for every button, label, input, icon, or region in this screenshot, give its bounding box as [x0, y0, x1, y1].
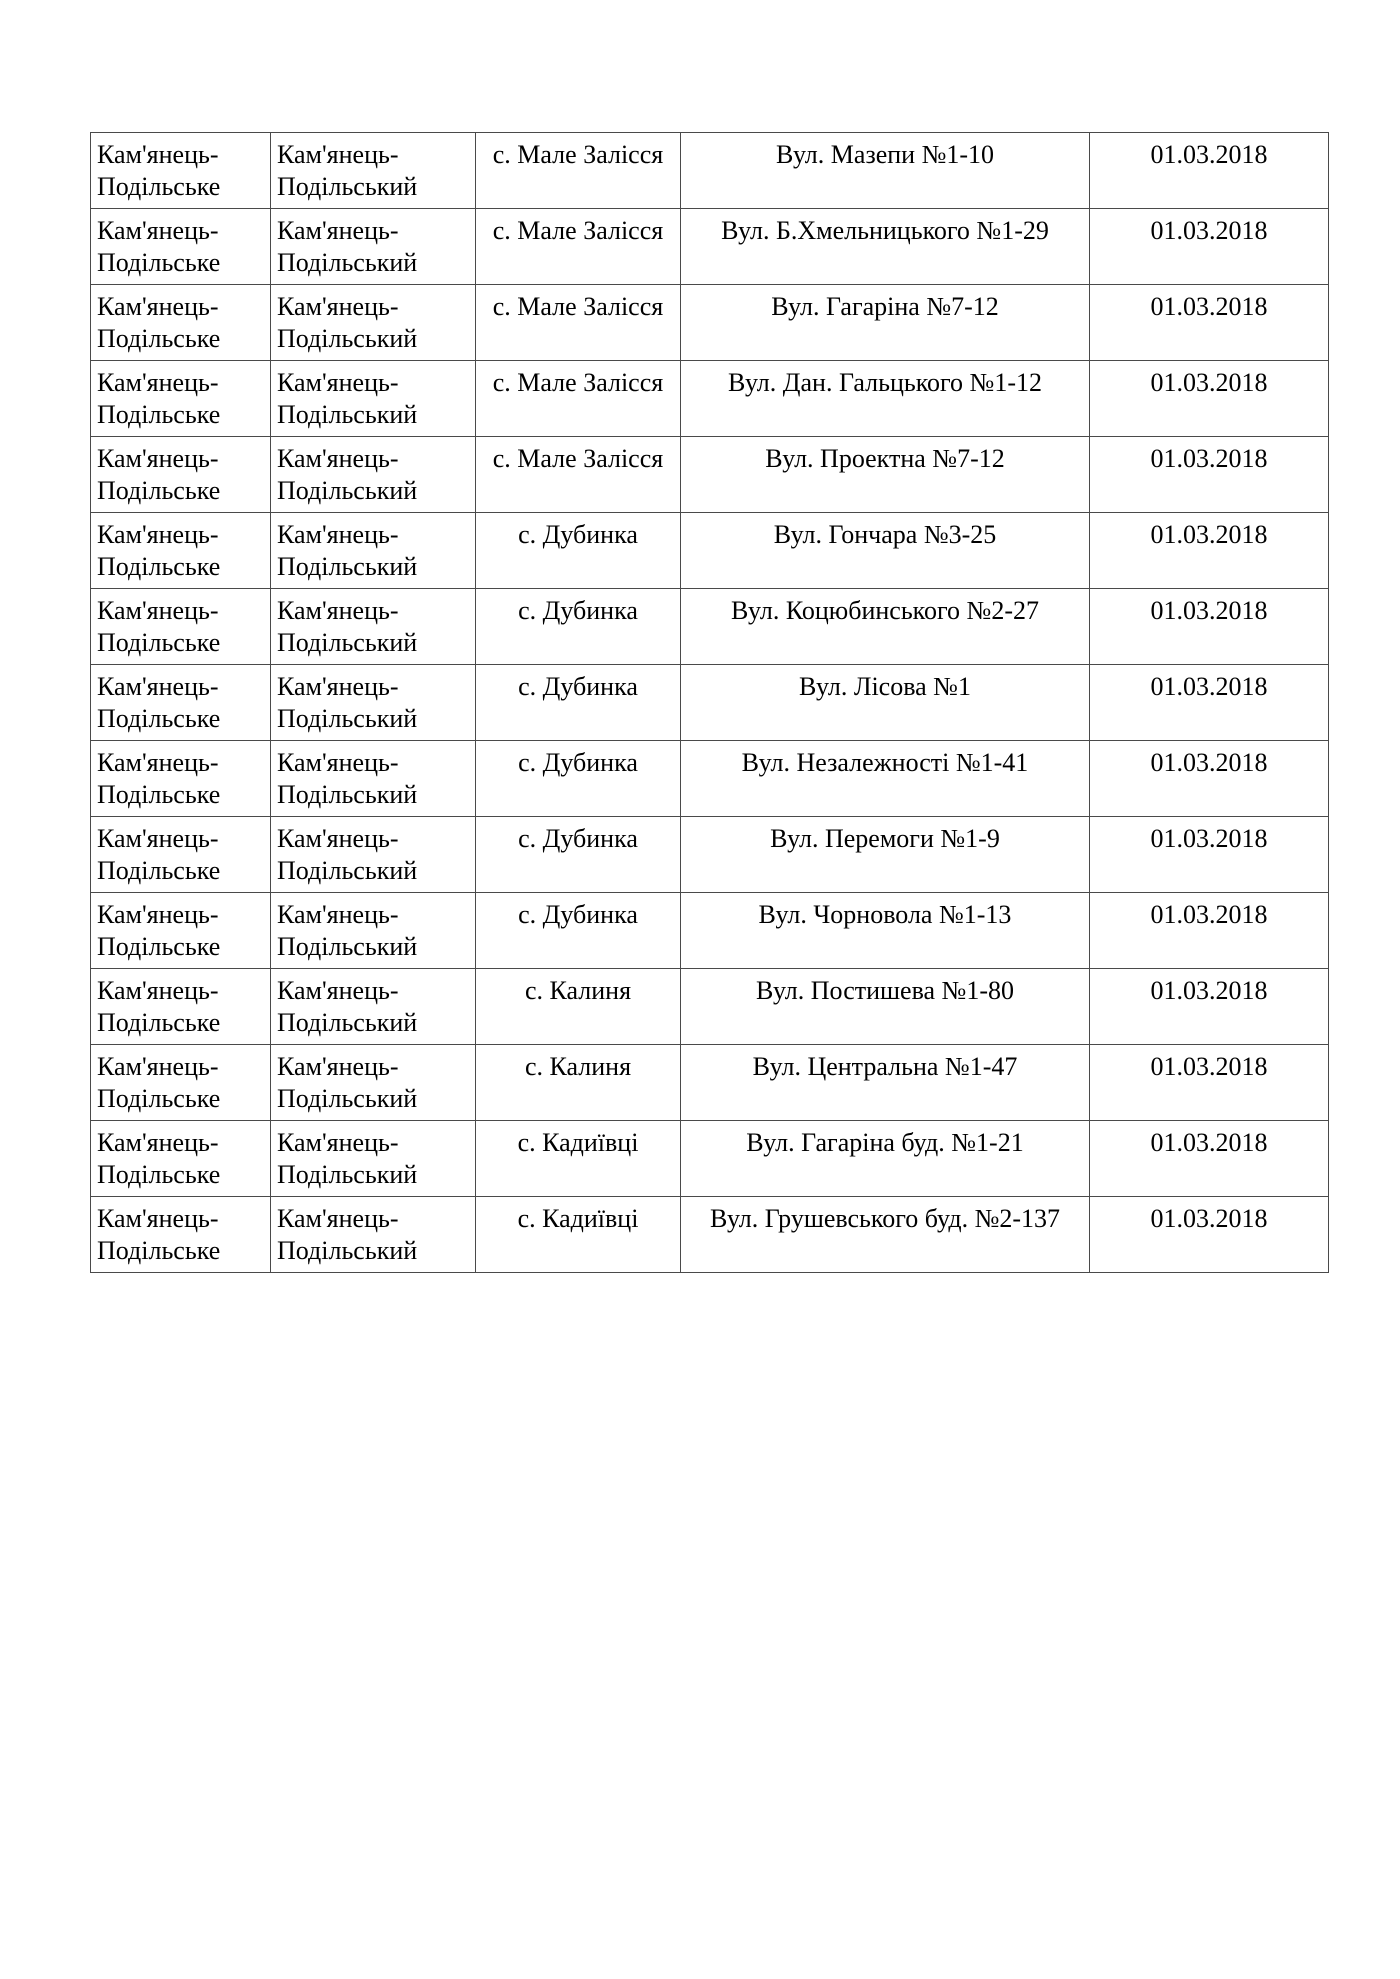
district-name-line-2: Подільський: [277, 1008, 418, 1037]
city-name-line-2: Подільське: [97, 248, 221, 277]
village-name: с. Калиня: [524, 976, 632, 1005]
village-cell: [476, 893, 681, 969]
table-row: [91, 1197, 1329, 1273]
city-cell: [91, 133, 271, 209]
street-address: Вул. Гагаріна №7-12: [771, 292, 999, 321]
district-name-line-2: Подільський: [277, 704, 418, 733]
district-name-line-2: Подільський: [277, 324, 418, 353]
city-name-line-1: Кам'янець-: [97, 1204, 219, 1233]
street-cell: [681, 1121, 1090, 1197]
village-cell: [476, 1197, 681, 1273]
street-address: Вул. Проектна №7-12: [765, 444, 1005, 473]
district-name-line-2: Подільський: [277, 628, 418, 657]
table-row: [91, 133, 1329, 209]
city-cell: [91, 437, 271, 513]
table-row: [91, 817, 1329, 893]
table-row: [91, 209, 1329, 285]
village-name: с. Калиня: [524, 1052, 632, 1081]
district-name-line-1: Кам'янець-: [277, 140, 399, 169]
city-name-line-1: Кам'янець-: [97, 748, 219, 777]
district-name-line-1: Кам'янець-: [277, 976, 399, 1005]
city-name-line-2: Подільське: [97, 172, 221, 201]
district-name-line-2: Подільський: [277, 780, 418, 809]
district-name-line-1: Кам'янець-: [277, 368, 399, 397]
district-cell: [271, 513, 476, 589]
city-cell: [91, 1121, 271, 1197]
village-name: с. Дубинка: [518, 900, 638, 929]
street-address: Вул. Грушевського буд. №2-137: [709, 1204, 1061, 1233]
district-cell: [271, 893, 476, 969]
city-cell: [91, 209, 271, 285]
date-cell: [1090, 665, 1329, 741]
table-row: [91, 893, 1329, 969]
city-name-line-1: Кам'янець-: [97, 900, 219, 929]
street-cell: [681, 741, 1090, 817]
city-cell: [91, 969, 271, 1045]
district-name-line-1: Кам'янець-: [277, 596, 399, 625]
street-address: Вул. Постишева №1-80: [755, 976, 1015, 1005]
city-cell: [91, 1045, 271, 1121]
village-cell: [476, 589, 681, 665]
date-cell: [1090, 361, 1329, 437]
city-name-line-2: Подільське: [97, 780, 221, 809]
outage-date: 01.03.2018: [1150, 444, 1268, 473]
village-cell: [476, 1045, 681, 1121]
outage-date: 01.03.2018: [1150, 140, 1268, 169]
city-name-line-2: Подільське: [97, 628, 221, 657]
city-name-line-2: Подільське: [97, 1084, 221, 1113]
city-name-line-2: Подільське: [97, 476, 221, 505]
district-name-line-2: Подільський: [277, 1160, 418, 1189]
outage-date: 01.03.2018: [1150, 1204, 1268, 1233]
district-name-line-1: Кам'янець-: [277, 216, 399, 245]
street-address: Вул. Центральна №1-47: [752, 1052, 1018, 1081]
outage-date: 01.03.2018: [1150, 520, 1268, 549]
district-name-line-2: Подільський: [277, 476, 418, 505]
district-name-line-1: Кам'янець-: [277, 292, 399, 321]
district-cell: [271, 361, 476, 437]
district-cell: [271, 665, 476, 741]
village-name: с. Дубинка: [518, 672, 638, 701]
outage-date: 01.03.2018: [1150, 748, 1268, 777]
street-address: Вул. Гагаріна буд. №1-21: [746, 1128, 1024, 1157]
city-name-line-2: Подільське: [97, 932, 221, 961]
table-row: [91, 589, 1329, 665]
street-cell: [681, 589, 1090, 665]
city-name-line-1: Кам'янець-: [97, 672, 219, 701]
district-cell: [271, 133, 476, 209]
district-name-line-1: Кам'янець-: [277, 672, 399, 701]
street-address: Вул. Незалежності №1-41: [741, 748, 1029, 777]
outage-date: 01.03.2018: [1150, 824, 1268, 853]
city-name-line-1: Кам'янець-: [97, 976, 219, 1005]
outage-date: 01.03.2018: [1150, 368, 1268, 397]
village-name: с. Мале Залісся: [492, 368, 664, 397]
city-name-line-2: Подільське: [97, 1160, 221, 1189]
table-row: [91, 665, 1329, 741]
table-row: [91, 437, 1329, 513]
city-name-line-2: Подільське: [97, 324, 221, 353]
street-cell: [681, 817, 1090, 893]
date-cell: [1090, 209, 1329, 285]
outage-date: 01.03.2018: [1150, 596, 1268, 625]
city-name-line-1: Кам'янець-: [97, 368, 219, 397]
village-cell: [476, 969, 681, 1045]
district-cell: [271, 437, 476, 513]
city-name-line-2: Подільське: [97, 704, 221, 733]
city-cell: [91, 893, 271, 969]
date-cell: [1090, 969, 1329, 1045]
village-cell: [476, 285, 681, 361]
city-name-line-1: Кам'янець-: [97, 292, 219, 321]
city-name-line-1: Кам'янець-: [97, 1052, 219, 1081]
village-name: с. Мале Залісся: [492, 292, 664, 321]
district-cell: [271, 969, 476, 1045]
district-name-line-1: Кам'янець-: [277, 1128, 399, 1157]
city-name-line-2: Подільське: [97, 400, 221, 429]
city-name-line-1: Кам'янець-: [97, 216, 219, 245]
outage-date: 01.03.2018: [1150, 976, 1268, 1005]
outage-date: 01.03.2018: [1150, 1052, 1268, 1081]
city-name-line-1: Кам'янець-: [97, 1128, 219, 1157]
village-cell: [476, 741, 681, 817]
district-name-line-1: Кам'янець-: [277, 1204, 399, 1233]
city-name-line-1: Кам'янець-: [97, 520, 219, 549]
district-cell: [271, 741, 476, 817]
date-cell: [1090, 133, 1329, 209]
outage-date: 01.03.2018: [1150, 1128, 1268, 1157]
village-cell: [476, 361, 681, 437]
street-address: Вул. Коцюбинського №2-27: [731, 596, 1039, 625]
street-address: Вул. Гончара №3-25: [773, 520, 997, 549]
city-name-line-2: Подільське: [97, 552, 221, 581]
city-cell: [91, 513, 271, 589]
street-address: Вул. Лісова №1: [798, 672, 971, 701]
district-name-line-1: Кам'янець-: [277, 824, 399, 853]
village-name: с. Мале Залісся: [492, 444, 664, 473]
table-row: [91, 361, 1329, 437]
village-cell: [476, 1121, 681, 1197]
village-name: с. Мале Залісся: [492, 140, 664, 169]
date-cell: [1090, 437, 1329, 513]
table-row: [91, 741, 1329, 817]
city-cell: [91, 1197, 271, 1273]
street-address: Вул. Дан. Гальцького №1-12: [727, 368, 1043, 397]
district-cell: [271, 1121, 476, 1197]
district-name-line-2: Подільський: [277, 172, 418, 201]
table-row: [91, 969, 1329, 1045]
date-cell: [1090, 1197, 1329, 1273]
street-cell: [681, 665, 1090, 741]
village-name: с. Дубинка: [518, 596, 638, 625]
street-cell: [681, 437, 1090, 513]
city-cell: [91, 361, 271, 437]
district-name-line-1: Кам'янець-: [277, 444, 399, 473]
village-cell: [476, 133, 681, 209]
district-cell: [271, 285, 476, 361]
table-row: [91, 513, 1329, 589]
city-cell: [91, 589, 271, 665]
district-cell: [271, 589, 476, 665]
city-name-line-2: Подільське: [97, 1008, 221, 1037]
street-address: Вул. Чорновола №1-13: [758, 900, 1012, 929]
village-cell: [476, 817, 681, 893]
village-name: с. Мале Залісся: [492, 216, 664, 245]
city-name-line-1: Кам'янець-: [97, 140, 219, 169]
city-cell: [91, 817, 271, 893]
village-name: с. Дубинка: [518, 520, 638, 549]
date-cell: [1090, 893, 1329, 969]
district-name-line-2: Подільський: [277, 552, 418, 581]
street-address: Вул. Перемоги №1-9: [770, 824, 1000, 853]
street-cell: [681, 285, 1090, 361]
village-cell: [476, 209, 681, 285]
district-name-line-1: Кам'янець-: [277, 900, 399, 929]
village-cell: [476, 437, 681, 513]
district-name-line-2: Подільський: [277, 932, 418, 961]
date-cell: [1090, 589, 1329, 665]
city-name-line-1: Кам'янець-: [97, 824, 219, 853]
street-cell: [681, 209, 1090, 285]
district-name-line-2: Подільський: [277, 1236, 418, 1265]
village-name: с. Кадиївці: [517, 1204, 639, 1233]
street-address: Вул. Б.Хмельницького №1-29: [721, 216, 1049, 245]
city-cell: [91, 285, 271, 361]
district-name-line-2: Подільський: [277, 400, 418, 429]
table-row: [91, 1121, 1329, 1197]
village-name: с. Дубинка: [518, 824, 638, 853]
street-cell: [681, 513, 1090, 589]
city-name-line-1: Кам'янець-: [97, 444, 219, 473]
city-cell: [91, 665, 271, 741]
street-cell: [681, 133, 1090, 209]
street-cell: [681, 893, 1090, 969]
city-name-line-1: Кам'янець-: [97, 596, 219, 625]
city-name-line-2: Подільське: [97, 856, 221, 885]
city-cell: [91, 741, 271, 817]
district-cell: [271, 209, 476, 285]
outage-date: 01.03.2018: [1150, 216, 1268, 245]
table-row: [91, 285, 1329, 361]
table-body: [91, 133, 1329, 1273]
outage-date: 01.03.2018: [1150, 292, 1268, 321]
district-name-line-1: Кам'янець-: [277, 520, 399, 549]
district-name-line-2: Подільський: [277, 1084, 418, 1113]
city-name-line-2: Подільське: [97, 1236, 221, 1265]
date-cell: [1090, 285, 1329, 361]
street-address: Вул. Мазепи №1-10: [775, 140, 995, 169]
outage-date: 01.03.2018: [1150, 672, 1268, 701]
table-row: [91, 1045, 1329, 1121]
street-cell: [681, 361, 1090, 437]
village-cell: [476, 665, 681, 741]
district-name-line-2: Подільський: [277, 248, 418, 277]
date-cell: [1090, 513, 1329, 589]
outage-schedule-table: [90, 132, 1329, 1273]
district-name-line-1: Кам'янець-: [277, 748, 399, 777]
village-name: с. Кадиївці: [517, 1128, 639, 1157]
date-cell: [1090, 817, 1329, 893]
district-cell: [271, 817, 476, 893]
date-cell: [1090, 1045, 1329, 1121]
street-cell: [681, 969, 1090, 1045]
district-name-line-2: Подільський: [277, 856, 418, 885]
district-cell: [271, 1045, 476, 1121]
village-name: с. Дубинка: [518, 748, 638, 777]
district-name-line-1: Кам'янець-: [277, 1052, 399, 1081]
village-cell: [476, 513, 681, 589]
street-cell: [681, 1197, 1090, 1273]
district-cell: [271, 1197, 476, 1273]
date-cell: [1090, 741, 1329, 817]
date-cell: [1090, 1121, 1329, 1197]
outage-date: 01.03.2018: [1150, 900, 1268, 929]
street-cell: [681, 1045, 1090, 1121]
